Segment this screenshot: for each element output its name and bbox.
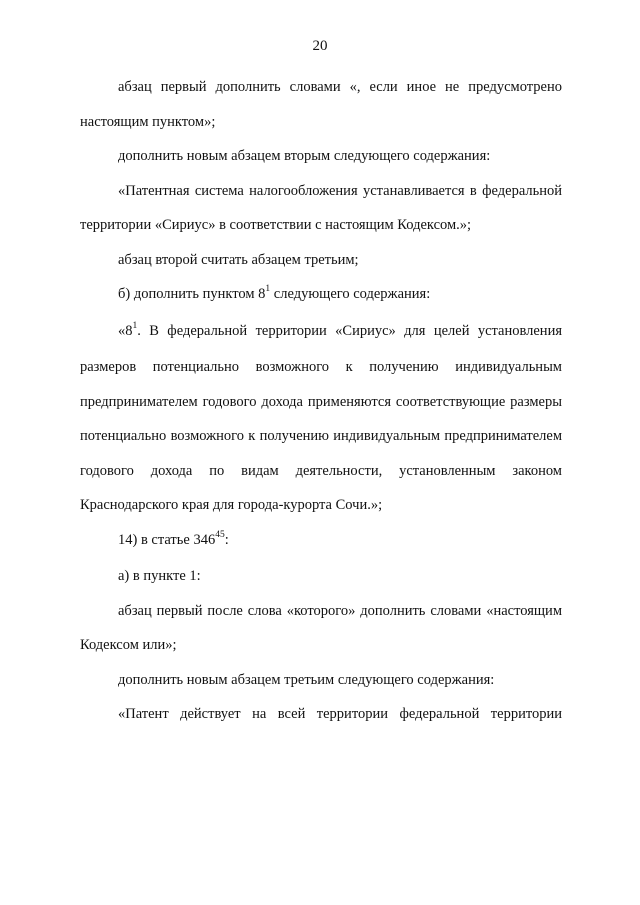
paragraph — [80, 139, 562, 174]
paragraph-text: : — [224, 531, 229, 548]
paragraph — [80, 70, 562, 139]
paragraph-text: . В федеральной территории «Сириус» для целей установления размеров потенциально возможного к получению индивидуальным предпринимателем годового дохода применяются соответствующие размеры потенциально возможного к получению индивидуальным предпринимателем годового дохода по видам деятельности, установленным законом Краснодарского края для города-курорта Сочи.»; — [80, 322, 562, 513]
paragraph — [80, 314, 562, 523]
paragraph-text: а) в пункте 1: — [118, 568, 201, 584]
paragraph-text: абзац первый дополнить словами «, если иное не предусмотрено настоящим пунктом»; — [80, 79, 562, 130]
paragraph-text: «Патент действует на всей территории федеральной территории — [118, 706, 562, 722]
paragraph — [80, 594, 562, 663]
paragraph-text: «8 — [118, 322, 133, 339]
paragraph-text: дополнить новым абзацем третьим следующего содержания: — [118, 671, 495, 688]
paragraph-text: следующего содержания: — [270, 286, 431, 302]
paragraph — [80, 697, 562, 732]
paragraph-text: дополнить новым абзацем вторым следующего содержания: — [118, 148, 491, 164]
paragraph — [80, 523, 562, 560]
page-number: 20 — [312, 38, 328, 54]
superscript: 45 — [215, 529, 225, 540]
paragraph — [80, 243, 562, 278]
superscript: 1 — [265, 284, 271, 294]
superscript: 1 — [132, 320, 138, 331]
paragraph-text: 14) в статье 346 — [118, 531, 216, 548]
paragraph-text: абзац первый после слова «которого» дополнить словами «настоящим Кодексом или»; — [80, 602, 562, 653]
paragraph — [80, 663, 562, 698]
paragraph-text: б) дополнить пунктом 8 — [118, 286, 266, 302]
paragraph-text: «Патентная система налогообложения устанавливается в федеральной территории «Сириус» в соответствии с настоящим Кодексом.»; — [80, 182, 562, 233]
paragraph-text: абзац второй считать абзацем третьим; — [118, 251, 359, 268]
paragraph — [80, 174, 562, 243]
paragraph — [80, 277, 562, 314]
document-body — [80, 70, 562, 732]
paragraph — [80, 559, 562, 594]
